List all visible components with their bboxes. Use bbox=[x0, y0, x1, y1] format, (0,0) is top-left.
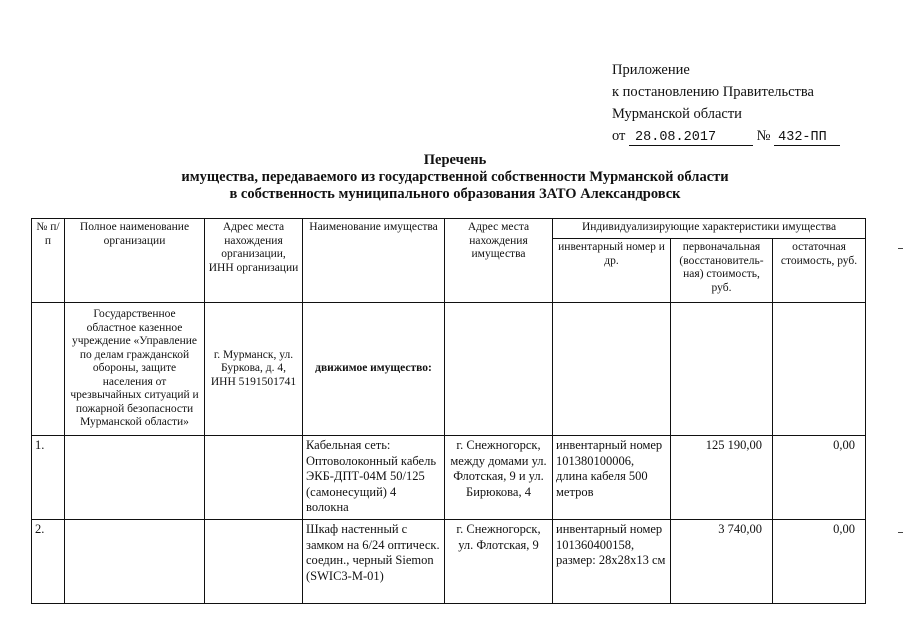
header-property-name: Наименование имущества bbox=[303, 219, 445, 303]
row-num: 1. bbox=[32, 436, 65, 520]
org-empty-cell bbox=[553, 303, 671, 436]
property-type-cell: движимое имущество: bbox=[303, 303, 445, 436]
org-empty-cell bbox=[773, 303, 866, 436]
row-initial-cost: 3 740,00 bbox=[671, 520, 773, 604]
row-residual-cost: 0,00 bbox=[773, 520, 866, 604]
org-name-cell: Государственное областное казенное учреждение «Управление по делам гражданской обороны, защите населения от чрезвычайных ситуаций и пожарной безопасности Мурманской области» bbox=[65, 303, 205, 436]
header-characteristics: Индивидуализирующие характеристики имущества bbox=[553, 219, 866, 239]
row-num: 2. bbox=[32, 520, 65, 604]
table-row bbox=[32, 520, 866, 604]
row-property-name: Шкаф настенный с замком на 6/24 оптическ. соедин., черный Siemon (SWIC3-M-01) bbox=[303, 520, 445, 604]
appendix-line-2: к постановлению Правительства bbox=[612, 84, 814, 100]
header-property-address: Адрес места нахождения имущества bbox=[445, 219, 553, 303]
title-line-3: в собственность муниципального образования ЗАТО Александровск bbox=[229, 186, 681, 202]
scan-edge-mark bbox=[898, 532, 903, 533]
resolution-number: 432-ПП bbox=[774, 130, 840, 146]
appendix-line-3: Мурманской области bbox=[612, 106, 742, 122]
number-label: № bbox=[756, 128, 771, 144]
header-row-1 bbox=[32, 219, 866, 239]
row-empty-cell bbox=[65, 436, 205, 520]
title-line-2: имущества, передаваемого из государственной собственности Мурманской области bbox=[181, 169, 729, 185]
row-property-name: Кабельная сеть: Оптоволоконный кабель ЭКБ-ДПТ-04М 50/125 (самонесущий) 4 волокна bbox=[303, 436, 445, 520]
row-inventory: инвентарный номер 101380100006, длина кабеля 500 метров bbox=[553, 436, 671, 520]
org-num-cell bbox=[32, 303, 65, 436]
appendix-line-1: Приложение bbox=[612, 62, 690, 78]
property-table bbox=[31, 218, 866, 604]
org-row bbox=[32, 303, 866, 436]
scan-edge-mark bbox=[898, 248, 903, 249]
row-property-address: г. Снежногорск, ул. Флотская, 9 bbox=[445, 520, 553, 604]
org-empty-cell bbox=[445, 303, 553, 436]
header-org-name: Полное наименование организации bbox=[65, 219, 205, 303]
appendix-block bbox=[612, 59, 840, 147]
from-label: от bbox=[612, 128, 626, 144]
header-residual-cost: остаточная стоимость, руб. bbox=[773, 239, 866, 303]
org-address-cell: г. Мурманск, ул. Буркова, д. 4, ИНН 5191501741 bbox=[205, 303, 303, 436]
row-empty-cell bbox=[205, 436, 303, 520]
table-row bbox=[32, 436, 866, 520]
row-residual-cost: 0,00 bbox=[773, 436, 866, 520]
row-initial-cost: 125 190,00 bbox=[671, 436, 773, 520]
title-line-1: Перечень bbox=[423, 152, 487, 168]
header-initial-cost: первоначальная (восстановитель-ная) стоимость, руб. bbox=[671, 239, 773, 303]
document-title bbox=[130, 152, 780, 203]
row-property-address: г. Снежногорск, между домами ул. Флотская, 9 и ул. Бирюкова, 4 bbox=[445, 436, 553, 520]
org-empty-cell bbox=[671, 303, 773, 436]
appendix-date-line bbox=[612, 125, 840, 147]
row-empty-cell bbox=[65, 520, 205, 604]
header-org-address: Адрес места нахождения организации, ИНН организации bbox=[205, 219, 303, 303]
header-inventory: инвентарный номер и др. bbox=[553, 239, 671, 303]
resolution-date: 28.08.2017 bbox=[629, 130, 753, 146]
row-empty-cell bbox=[205, 520, 303, 604]
row-inventory: инвентарный номер 101360400158, размер: 28х28х13 см bbox=[553, 520, 671, 604]
header-num: № п/п bbox=[32, 219, 65, 303]
